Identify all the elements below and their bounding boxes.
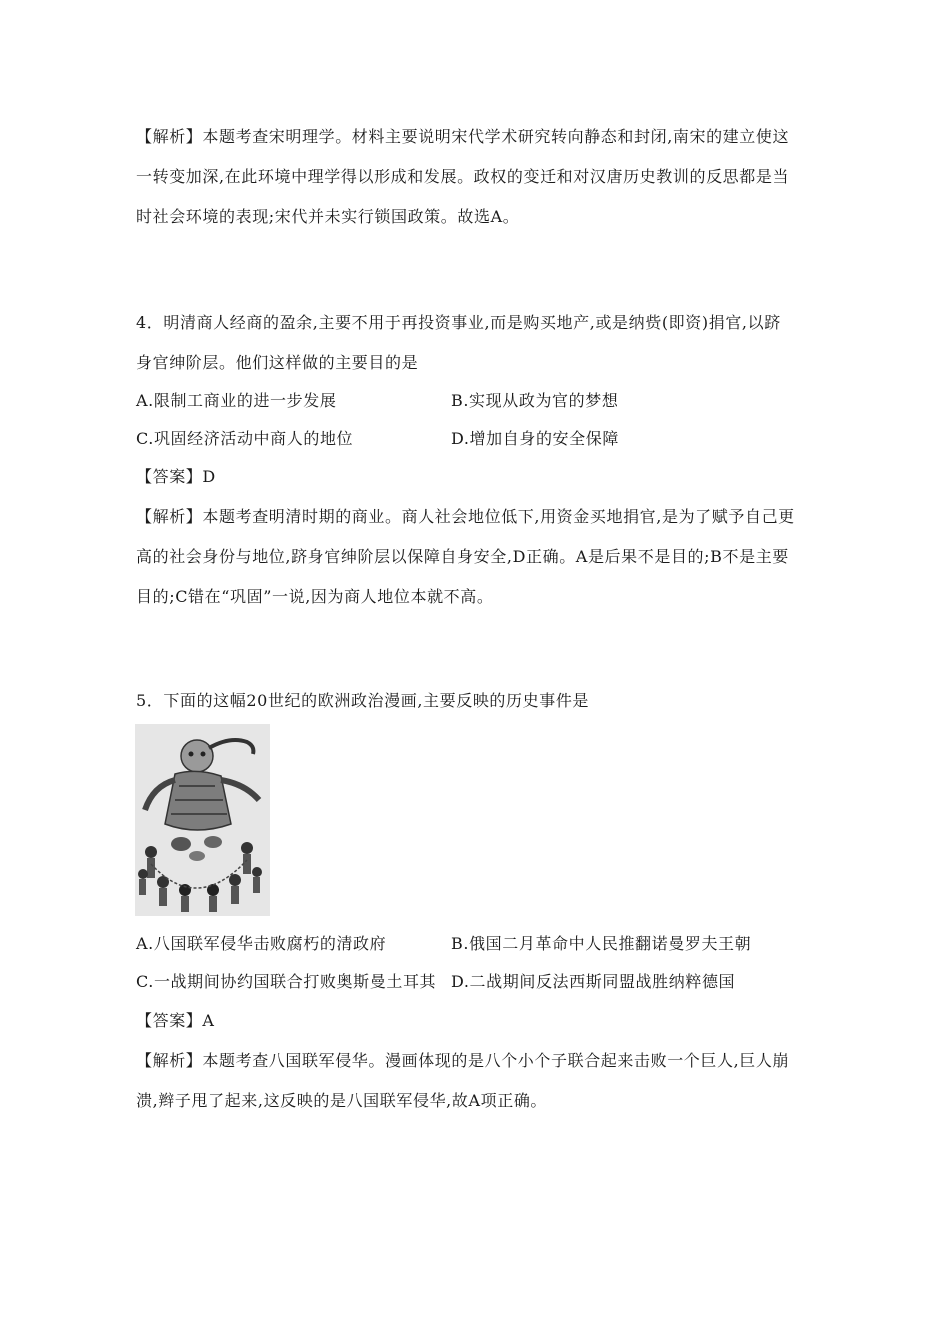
q3-analysis-line-2: 一转变加深,在此环境中理学得以形成和发展。政权的变迁和对汉唐历史教训的反思都是当 [136,167,790,186]
q5-analysis-line-1: 【解析】本题考查八国联军侵华。漫画体现的是八个小个子联合起来击败一个巨人,巨人崩 [136,1051,790,1070]
q5-option-a: A.八国联军侵华击败腐朽的清政府 [136,934,387,953]
q4-option-c: C.巩固经济活动中商人的地位 [136,429,354,448]
q4-analysis-line-3: 目的;C错在“巩固”一说,因为商人地位本就不高。 [136,587,494,606]
q4-analysis-line-1: 【解析】本题考查明清时期的商业。商人社会地位低下,用资金买地捐官,是为了赋予自己更 [136,507,795,526]
q5-option-b: B.俄国二月革命中人民推翻诺曼罗夫王朝 [451,934,752,953]
q4-option-a: A.限制工商业的进一步发展 [136,391,337,410]
q4-stem-line-2: 身官绅阶层。他们这样做的主要目的是 [136,353,419,372]
q5-analysis-line-2: 溃,辫子甩了起来,这反映的是八国联军侵华,故A项正确。 [136,1091,548,1110]
q3-analysis-line-3: 时社会环境的表现;宋代并未实行锁国政策。故选A。 [136,207,520,226]
q4-option-d: D.增加自身的安全保障 [451,429,619,448]
q5-option-c: C.一战期间协约国联合打败奥斯曼土耳其 [136,972,437,991]
q5-stem: 5．下面的这幅20世纪的欧洲政治漫画,主要反映的历史事件是 [136,691,590,710]
political-cartoon-image [135,724,270,916]
q3-analysis-line-1: 【解析】本题考查宋明理学。材料主要说明宋代学术研究转向静态和封闭,南宋的建立使这 [136,127,790,146]
q5-option-d: D.二战期间反法西斯同盟战胜纳粹德国 [451,972,736,991]
q5-answer: 【答案】A [136,1011,215,1030]
q4-answer: 【答案】D [136,467,216,486]
q4-analysis-line-2: 高的社会身份与地位,跻身官绅阶层以保障自身安全,D正确。A是后果不是目的;B不是主要 [136,547,789,566]
q4-option-b: B.实现从政为官的梦想 [451,391,619,410]
q4-stem-line-1: 4．明清商人经商的盈余,主要不用于再投资事业,而是购买地产,或是纳赀(即资)捐官,以跻 [136,313,781,332]
